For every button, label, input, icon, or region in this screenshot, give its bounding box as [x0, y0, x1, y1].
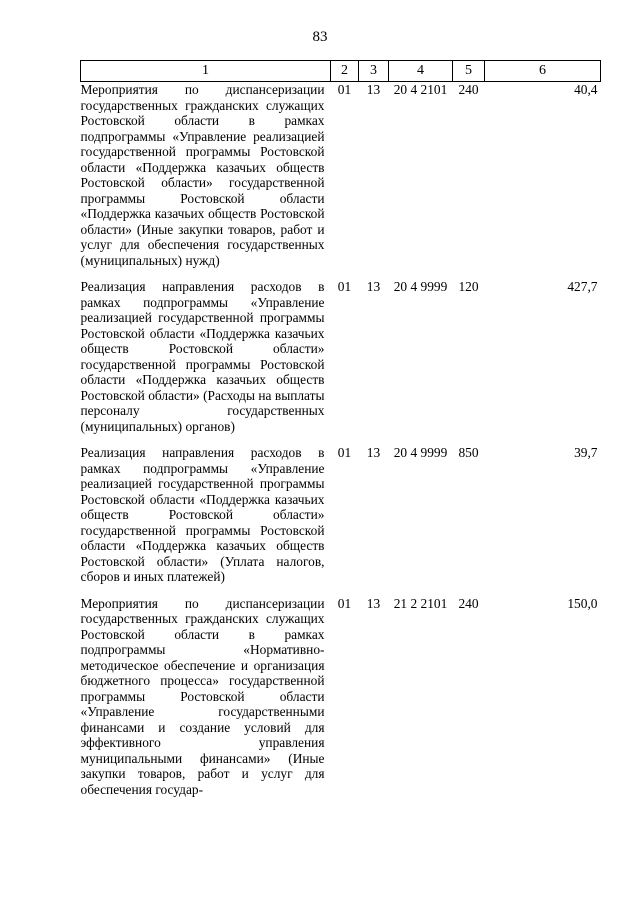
target-article-code: 20 4 9999 [393, 445, 448, 460]
page-number: 83 [312, 29, 328, 45]
table-row [81, 445, 601, 596]
table-header-row [81, 61, 601, 82]
target-article-code: 20 4 9999 [393, 279, 448, 294]
row-description: Реализация направления расходов в рамках подпрограммы «Управление реализацией государственной программы Ростовской области «Поддержка казачьих обществ Ростовской области» государственной программы Ростовской области «Поддержка казачьих обществ Ростовской области» (Уплата налогов, сборов и иных платежей) [80, 445, 325, 584]
expense-type-code: 240 [458, 82, 479, 97]
row-description: Реализация направления расходов в рамках подпрограммы «Управление реализацией государственной программы Ростовской области «Поддержка казачьих обществ Ростовской области» государственной программы Ростовской области «Поддержка казачьих обществ Ростовской области» (Расходы на выплаты персоналу государственных (муниципальных) органов) [80, 279, 325, 434]
column-header: 1 [81, 61, 331, 82]
column-header: 6 [485, 61, 601, 82]
row-description: Мероприятия по диспансеризации государственных гражданских служащих Ростовской области в рамках подпрограммы «Управление реализацией государственной программы Ростовской области «Поддержка казачьих обществ Ростовской области» государственной программы Ростовской области «Поддержка казачьих обществ Ростовской области» (Иные закупки товаров, работ и услуг для обеспечения государственных (муниципальных) нужд) [80, 82, 325, 268]
amount: 427,7 [567, 279, 598, 294]
table-row [81, 279, 601, 445]
expense-type-code: 120 [458, 279, 479, 294]
subsection-code: 13 [366, 82, 381, 97]
section-code: 01 [337, 279, 352, 294]
table-row [81, 82, 601, 280]
row-description: Мероприятия по диспансеризации государственных гражданских служащих Ростовской области в рамках подпрограммы «Нормативно-методическое обеспечение и организация бюджетного процесса» государственной программы Ростовской области «Управление государственными финансами и создание условий для эффективного управления муниципальными финансами» (Иные закупки товаров, работ и услуг для обеспечения государ- [80, 595, 325, 797]
table-row [81, 596, 601, 809]
column-header: 4 [389, 61, 453, 82]
subsection-code: 13 [366, 445, 381, 460]
amount: 39,7 [574, 445, 598, 460]
target-article-code: 20 4 2101 [393, 82, 448, 97]
subsection-code: 13 [366, 595, 381, 611]
budget-table [80, 60, 601, 808]
amount: 150,0 [567, 595, 598, 611]
amount: 40,4 [574, 82, 598, 97]
expense-type-code: 850 [458, 445, 479, 460]
section-code: 01 [337, 82, 352, 97]
section-code: 01 [337, 445, 352, 460]
expense-type-code: 240 [458, 595, 479, 611]
section-code: 01 [337, 595, 352, 611]
subsection-code: 13 [366, 279, 381, 294]
column-header: 2 [331, 61, 359, 82]
column-header: 5 [453, 61, 485, 82]
column-header: 3 [359, 61, 389, 82]
target-article-code: 21 2 2101 [393, 595, 448, 611]
